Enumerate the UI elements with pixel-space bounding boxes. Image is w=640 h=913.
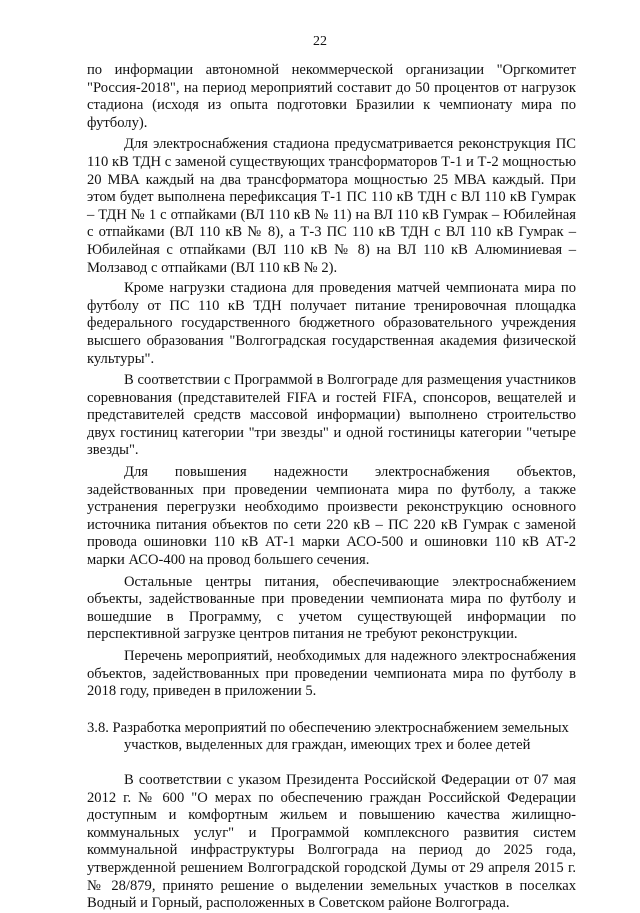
section-title: Разработка мероприятий по обеспечению электроснабжением земельных участков, выделенных для граждан, имеющих трех и более детей	[112, 719, 569, 754]
paragraph-hotels: В соответствии с Программой в Волгограде для размещения участников соревнования (представителей FIFA и гостей FIFA, спонсоров, вещателей и представителей средств массовой информации) выполнено строительство двух гостиниц категории "три звезды" и одной гостиницы категории "четыре звезды".	[87, 372, 576, 459]
document-body	[87, 62, 576, 913]
paragraph-stadium-power-supply: Для электроснабжения стадиона предусматривается реконструкция ПС 110 кВ ТДН с заменой существующих трансформаторов Т-1 и Т-2 мощностью 20 МВА каждый на два трансформатора мощностью 25 МВА каждый. При этом будет выполнена перефиксация Т-1 ПС 110 кВ ТДН с ВЛ 110 кВ Гумрак – ТДН № 1 с отпайками (ВЛ 110 кВ № 11) на ВЛ 110 кВ Гумрак – Юбилейная с отпайками (ВЛ 110 кВ № 8), а Т-3 ПС 110 кВ ТДН с ВЛ 110 кВ Гумрак – Юбилейная с отпайками (ВЛ 110 кВ № 8) на ВЛ 110 кВ Алюминиевая – Молзавод с отпайками (ВЛ 110 кВ № 2).	[87, 136, 576, 276]
paragraph-training-ground: Кроме нагрузки стадиона для проведения матчей чемпионата мира по футболу от ПС 110 кВ ТДН получает питание тренировочная площадка федерального государственного бюджетного образовательного учреждения высшего образования "Волгоградская государственная академия физической культуры".	[87, 280, 576, 367]
section-heading	[87, 720, 576, 755]
paragraph-other-centers: Остальные центры питания, обеспечивающие электроснабжением объекты, задействованные при проведении чемпионата мира по футболу и вошедшие в Программу, с учетом существующей информации по перспективной загрузке центров питания не требуют реконструкции.	[87, 573, 576, 643]
paragraph-presidential-decree: В соответствии с указом Президента Российской Федерации от 07 мая 2012 г. № 600 "О мерах по обеспечению граждан Российской Федерации доступным и комфортным жильем и повышению качества жилищно-коммунальных услуг" и Программой комплексного развития систем коммунальной инфраструктуры Волгограда на период до 2025 года, утвержденной решением Волгоградской городской Думы от 29 апреля 2015 г. № 28/879, принято решение о выделении земельных участков в поселках Водный и Горный, расположенных в Советском районе Волгограда.	[87, 771, 576, 912]
page-number: 22	[313, 34, 327, 49]
paragraph-load-estimate: по информации автономной некоммерческой организации "Оргкомитет "Россия-2018", на период мероприятий составит до 50 процентов от нагрузок стадиона (исходя из опыта подготовки Бразилии к чемпионату мира по футболу).	[87, 62, 576, 131]
paragraph-list-of-measures: Перечень мероприятий, необходимых для надежного электроснабжения объектов, задействованных при проведении чемпионата мира по футболу в 2018 году, приведен в приложении 5.	[87, 648, 576, 700]
section-number: 3.8.	[87, 719, 109, 736]
paragraph-reliability: Для повышения надежности электроснабжения объектов, задействованных при проведении чемпионата мира по футболу, а также устранения перегрузки необходимо произвести реконструкцию основного источника питания объектов по сети 220 кВ – ПС 220 кВ Гумрак с заменой провода ошиновки 110 кВ АТ-1 марки АСО-500 и ошиновки 110 кВ АТ-2 марки АСО-400 на провод большего сечения.	[87, 464, 576, 569]
